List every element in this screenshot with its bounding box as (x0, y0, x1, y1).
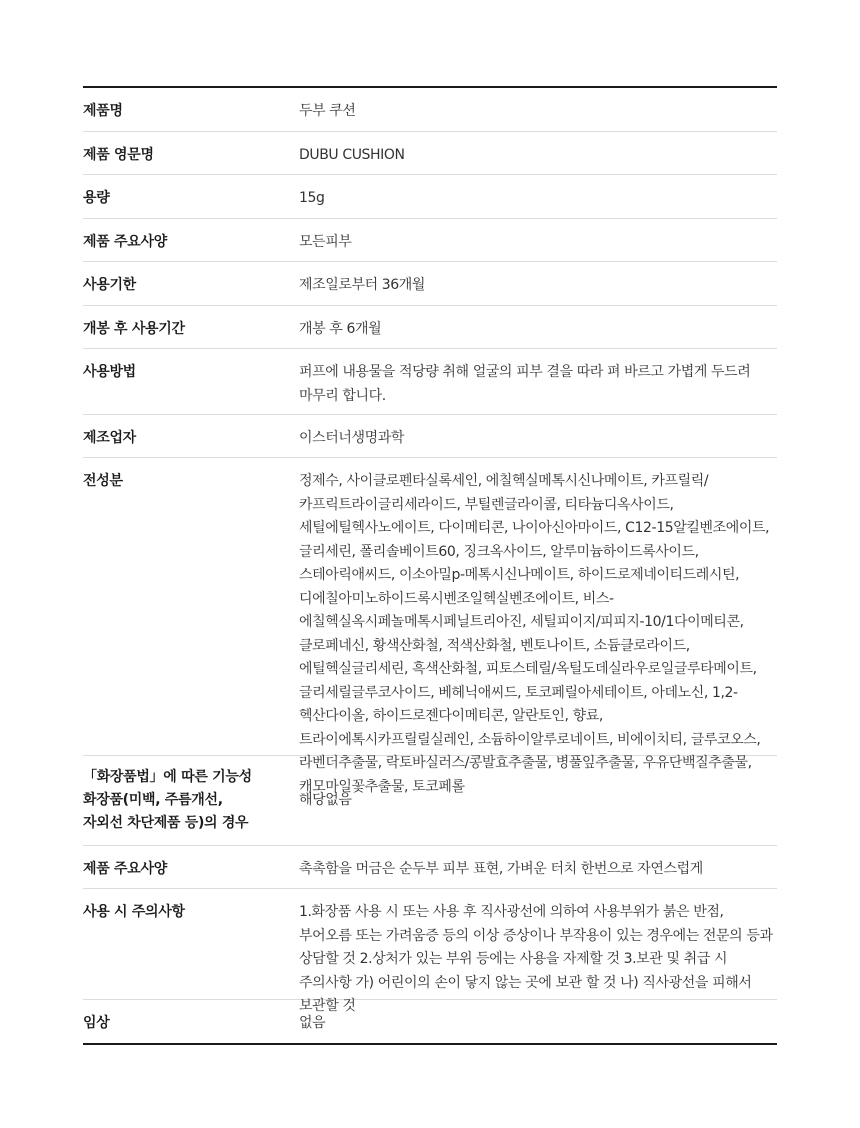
spec-row-english-name (83, 132, 777, 175)
spec-value: 없음 (299, 1015, 326, 1031)
spec-value: 두부 쿠션 (299, 103, 356, 119)
spec-label: 사용방법 (83, 364, 136, 380)
spec-row-volume (83, 175, 777, 219)
product-spec-table (83, 86, 777, 1045)
spec-value: 퍼프에 내용물을 적당량 취해 얼굴의 피부 결을 따라 펴 바르고 가볍게 두드려 마무리 합니다. (299, 364, 751, 404)
spec-label: 제조업자 (83, 430, 136, 446)
spec-row-after-opening (83, 306, 777, 349)
spec-value: 15g (299, 190, 325, 206)
spec-value: 해당없음 (299, 791, 352, 808)
spec-label: 용량 (83, 190, 110, 206)
spec-label: 제품 영문명 (83, 147, 154, 163)
spec-label: 제품 주요사양 (83, 861, 167, 877)
spec-label: 사용기한 (83, 277, 136, 293)
spec-label: 제품 주요사양 (83, 234, 167, 250)
spec-value: 제조일로부터 36개월 (299, 277, 426, 293)
spec-row-main-spec-2 (83, 846, 777, 889)
spec-value: 이스터너생명과학 (299, 430, 404, 446)
spec-label: 임상 (83, 1015, 110, 1031)
spec-row-ingredients (83, 458, 777, 795)
spec-value: 1.화장품 사용 시 또는 사용 후 직사광선에 의하여 사용부위가 붉은 반점, 부어오름 또는 가려움증 등의 이상 증상이나 부작용이 있는 경우에는 전문의 등과 상담할 것 2.상처가 있는 부위 등에는 사용을 자제할 것 3.보관 및 취급 시 주의사항 가) 어린이의 손이 닿지 않는 곳에 보관 할 것 나) 직사광선을 피해서 보관할 것 (299, 904, 773, 1014)
spec-value: 정제수, 사이클로펜타실록세인, 에칠헥실메톡시신나메이트, 카프릴릭/카프릭트라이글리세라이드, 부틸렌글라이콜, 티타늄디옥사이드, 세틸에틸헥사노에이트, 다이메티콘, 나이아신아마이드, C12-15알킬벤조에이트, 글리세린, 폴리솔베이트60, 징크옥사이드, 알루미늄하이드록사이드, 스테아릭애씨드, 이소아밀p-메톡시신나메이트, 하이드로제네이티드레시틴, 디에칠아미노하이드록시벤조일헥실벤조에이트, 비스-에칠헥실옥시페놀메톡시페닐트리아진, 세틸피이지/피피지-10/1다이메티콘, 클로페네신, 황색산화철, 적색산화철, 벤토나이트, 소듐클로라이드, 에틸헥실글리세린, 흑색산화철, 피토스테릴/옥틸도데실라우로일글루타메이트, 글리세릴글루코사이드, 베헤닉애씨드, 토코페릴아세테이트, 아데노신, 1,2-헥산다이올, 하이드로젠다이메티콘, 알란토인, 향료, 트라이에톡시카프릴릴실레인, 소듐하이알루로네이트, 비에이치티, 글루코오스, 라벤더추출물, 락토바실러스/콩발효추출물, 병풀잎추출물, 우유단백질추출물, 캐모마일꽃추출물, 토코페롤 (299, 473, 770, 795)
spec-row-usage (83, 349, 777, 415)
spec-row-expiry (83, 262, 777, 306)
spec-value: 모든피부 (299, 234, 352, 250)
spec-row-main-spec (83, 219, 777, 262)
spec-value: DUBU CUSHION (299, 147, 405, 163)
spec-row-precautions (83, 889, 777, 1014)
spec-label: 개봉 후 사용기간 (83, 321, 185, 337)
spec-label: 전성분 (83, 473, 123, 489)
spec-label: 사용 시 주의사항 (83, 904, 185, 920)
spec-row-product-name (83, 88, 777, 132)
spec-value: 촉촉함을 머금은 순두부 피부 표현, 가벼운 터치 한번으로 자연스럽게 (299, 861, 703, 877)
spec-value: 개봉 후 6개월 (299, 321, 382, 337)
spec-label: 「화장품법」에 따른 기능성 화장품(미백, 주름개선, 자외선 차단제품 등)의 경우 (83, 769, 252, 831)
spec-row-manufacturer (83, 415, 777, 458)
spec-label: 제품명 (83, 103, 123, 119)
